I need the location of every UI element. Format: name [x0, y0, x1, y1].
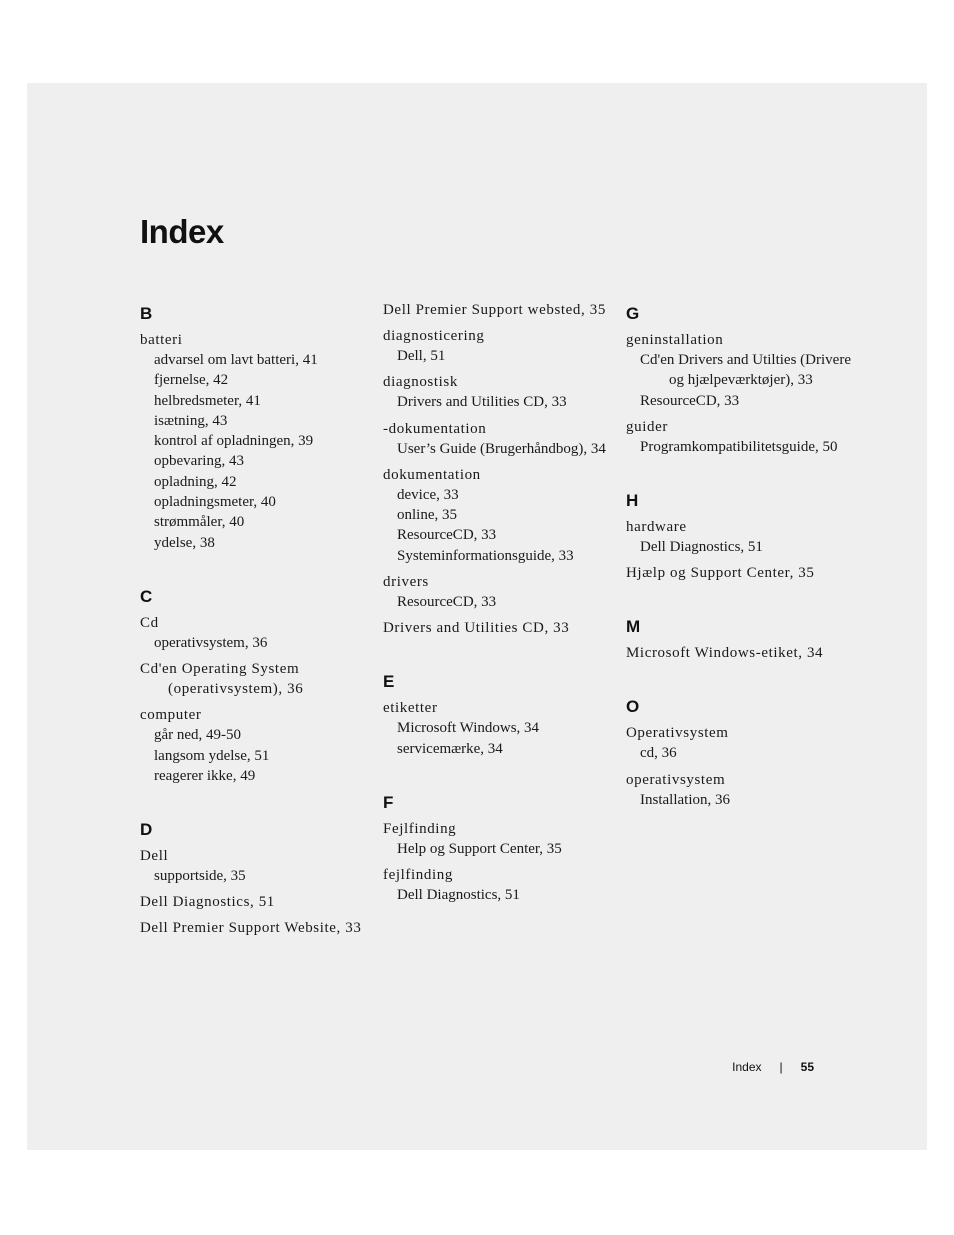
index-entry — [140, 918, 372, 938]
index-term: batteri — [140, 332, 183, 348]
section-letter: D — [140, 820, 153, 840]
page-number: 55 — [800, 1060, 814, 1074]
index-term: Hjælp og Support Center, 35 — [626, 565, 815, 582]
index-section — [626, 613, 858, 663]
index-term: operativsystem — [626, 771, 726, 788]
section-letter: E — [383, 672, 395, 692]
index-entry — [626, 563, 858, 583]
index-section — [140, 300, 372, 553]
index-term: Fejlfinding — [383, 820, 457, 837]
index-subentry: Dell Diagnostics, 51 — [397, 887, 520, 904]
index-column-1 — [140, 300, 372, 968]
index-term: Drivers and Utilities CD, 33 — [383, 620, 570, 637]
index-entry — [383, 572, 615, 612]
index-section — [140, 816, 372, 938]
index-subentry: advarsel om lavt batteri, 41 — [154, 352, 318, 368]
index-term: hardware — [626, 519, 687, 536]
index-term: geninstallation — [626, 332, 724, 348]
index-term: Cd'en Operating System (operativsystem), 36 — [140, 661, 304, 698]
index-term: Cd — [140, 614, 159, 631]
index-subentry: operativsystem, 36 — [154, 634, 268, 651]
index-entry — [626, 723, 858, 763]
index-subentry: Dell, 51 — [397, 348, 446, 364]
footer-separator: | — [779, 1060, 783, 1074]
index-term: etiketter — [383, 700, 438, 717]
index-column-3 — [626, 300, 858, 840]
index-entry — [626, 643, 858, 663]
index-subentry: helbredsmeter, 41 — [154, 392, 261, 409]
index-entry — [140, 659, 372, 699]
index-entry — [383, 372, 615, 412]
index-section — [383, 300, 615, 638]
page-footer — [732, 1060, 814, 1074]
index-entry — [626, 517, 858, 557]
index-subentry: servicemærke, 34 — [397, 740, 503, 757]
section-letter: O — [626, 697, 640, 717]
index-section — [626, 300, 858, 457]
section-letter: M — [626, 617, 641, 637]
index-entry — [626, 417, 858, 457]
index-section — [140, 583, 372, 786]
footer-label: Index — [732, 1060, 762, 1074]
index-term: diagnosticering — [383, 328, 485, 344]
index-subentry: Help og Support Center, 35 — [397, 840, 562, 857]
index-section — [383, 668, 615, 759]
index-entry — [140, 892, 372, 912]
index-subentry: cd, 36 — [640, 745, 677, 762]
index-term: Microsoft Windows-etiket, 34 — [626, 645, 824, 662]
index-subentry: device, 33 — [397, 486, 459, 503]
section-letter: G — [626, 304, 640, 323]
index-subentry: Systeminformationsguide, 33 — [397, 547, 574, 564]
index-subentry: ResourceCD, 33 — [640, 392, 740, 409]
section-letter: H — [626, 491, 639, 511]
index-subentry: online, 35 — [397, 507, 457, 524]
index-term: dokumentation — [383, 466, 481, 483]
index-subentry: strømmåler, 40 — [154, 514, 245, 531]
index-section — [626, 487, 858, 583]
index-entry — [140, 705, 372, 786]
index-column-2 — [383, 300, 615, 936]
index-subentry: kontrol af opladningen, 39 — [154, 433, 314, 450]
index-entry — [383, 698, 615, 759]
index-subentry: reagerer ikke, 49 — [154, 767, 256, 784]
section-letter: C — [140, 586, 153, 606]
index-subentry: supportside, 35 — [154, 868, 246, 885]
index-term: -dokumentation — [383, 420, 487, 437]
index-term: Dell — [140, 848, 169, 865]
index-entry — [383, 326, 615, 366]
index-entry — [383, 865, 615, 905]
index-subentry: går ned, 49-50 — [154, 727, 242, 744]
index-subentry: ResourceCD, 33 — [397, 594, 497, 611]
index-entry — [383, 300, 615, 320]
index-subentry: Microsoft Windows, 34 — [397, 720, 540, 737]
index-entry — [383, 419, 615, 459]
index-subentry: Cd'en Drivers and Utilties (Drivere og hjælpeværktøjer), 33 — [640, 352, 851, 389]
index-subentry: Drivers and Utilities CD, 33 — [397, 394, 567, 411]
index-entry — [383, 618, 615, 638]
index-subentry: opladning, 42 — [154, 473, 237, 490]
index-subentry: isætning, 43 — [154, 412, 228, 429]
index-entry — [140, 846, 372, 886]
index-subentry: opladningsmeter, 40 — [154, 494, 276, 511]
index-subentry: User’s Guide (Brugerhåndbog), 34 — [397, 440, 606, 457]
section-letter: B — [140, 304, 153, 323]
index-subentry: Dell Diagnostics, 51 — [640, 539, 763, 556]
index-section — [383, 789, 615, 906]
index-subentry: ResourceCD, 33 — [397, 527, 497, 544]
index-subentry: Programkompatibilitetsguide, 50 — [640, 438, 838, 455]
index-entry — [140, 613, 372, 653]
index-entry — [626, 770, 858, 810]
index-entry — [626, 330, 858, 411]
index-term: Dell Diagnostics, 51 — [140, 894, 275, 911]
index-entry — [383, 819, 615, 859]
index-subentry: ydelse, 38 — [154, 534, 215, 551]
index-term: guider — [626, 418, 668, 435]
index-subentry: Installation, 36 — [640, 791, 730, 808]
index-term: fejlfinding — [383, 867, 453, 884]
index-term: diagnostisk — [383, 374, 458, 391]
index-entry — [383, 465, 615, 566]
index-term: Dell Premier Support Website, 33 — [140, 920, 362, 937]
index-term: Operativsystem — [626, 725, 729, 742]
index-subentry: opbevaring, 43 — [154, 453, 244, 470]
page-title: Index — [140, 213, 224, 250]
index-term: computer — [140, 707, 202, 724]
index-entry — [140, 330, 372, 553]
index-section — [626, 693, 858, 810]
index-subentry: fjernelse, 42 — [154, 372, 229, 389]
section-letter: F — [383, 792, 394, 812]
index-term: drivers — [383, 574, 429, 591]
index-subentry: langsom ydelse, 51 — [154, 747, 270, 764]
index-term: Dell Premier Support websted, 35 — [383, 302, 606, 318]
